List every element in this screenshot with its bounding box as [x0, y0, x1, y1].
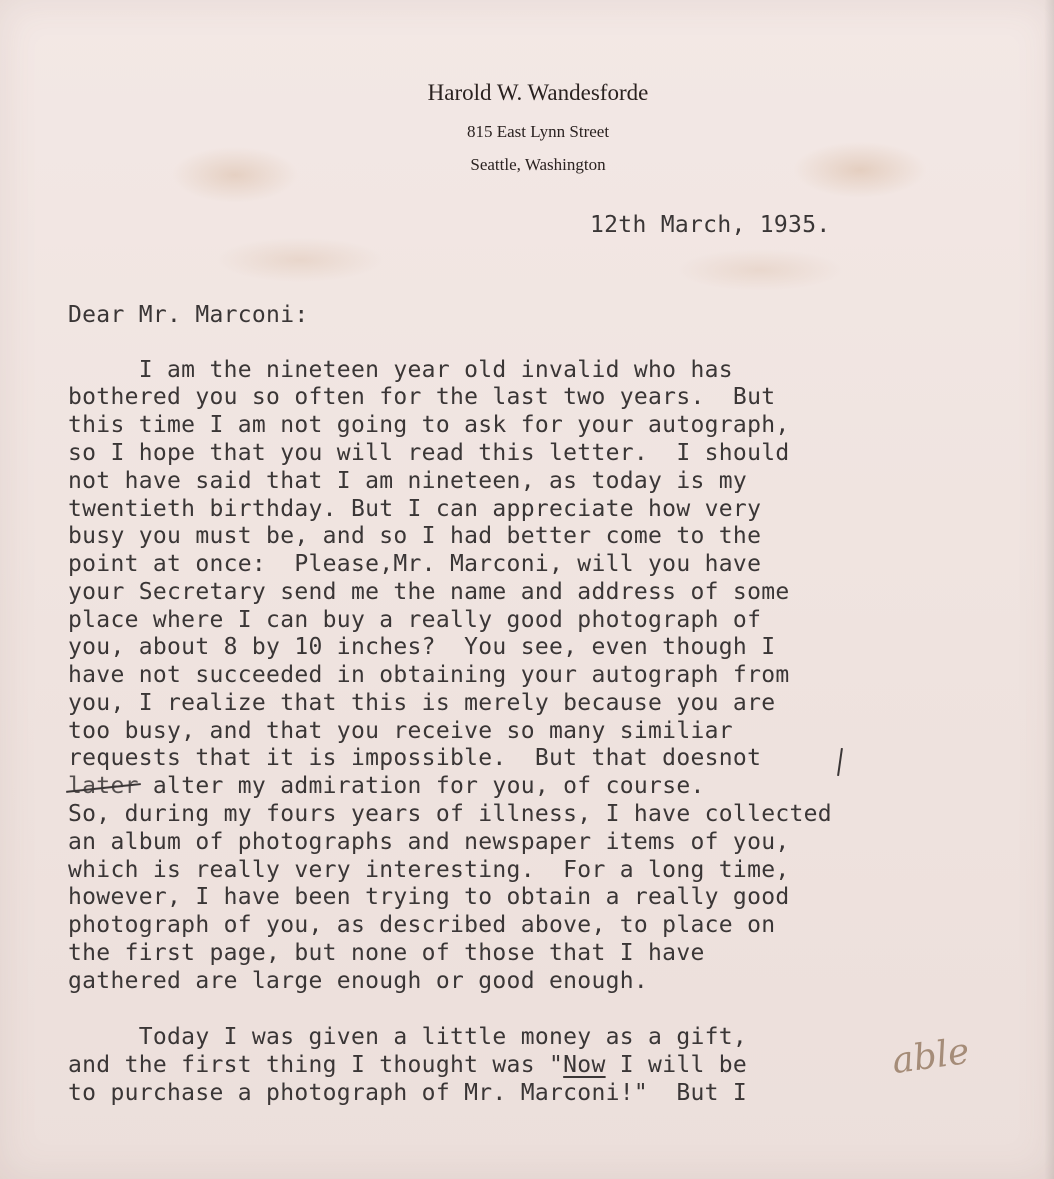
body-line: an album of photographs and newspaper items of you, [68, 829, 790, 855]
body-line: requests that it is impossible. But that doesnot [68, 745, 762, 771]
body-line: twentieth birthday. But I can appreciate how very [68, 496, 762, 522]
body-line: Today I was given a little money as a gift, [68, 1024, 748, 1050]
body-line-start: and the first thing I thought was " [68, 1052, 564, 1078]
body-line: however, I have been trying to obtain a really good [68, 884, 790, 910]
body-line: to purchase a photograph of Mr. Marconi!" But I [68, 1080, 748, 1106]
body-line: so I hope that you will read this letter. I should [68, 440, 790, 466]
body-line: you, I realize that this is merely because you are [68, 690, 776, 716]
body-line-with-strikeout [68, 773, 705, 799]
underlined-word: Now [563, 1052, 606, 1078]
letterhead-name: Harold W. Wandesforde [427, 80, 649, 105]
letterhead-city: Seattle, Washington [470, 155, 606, 174]
body-line: gathered are large enough or good enough. [68, 968, 649, 994]
body-line: place where I can buy a really good photograph of [68, 607, 762, 633]
body-line: busy you must be, and so I had better come to the [68, 523, 762, 549]
body-line-with-underline [68, 1052, 747, 1078]
body-line: point at once: Please,Mr. Marconi, will you have [68, 551, 762, 577]
body-line: you, about 8 by 10 inches? You see, even though I [68, 634, 776, 660]
body-line: So, during my fours years of illness, I have collected [68, 801, 832, 827]
handwritten-insert: able [889, 1030, 972, 1083]
body-line: which is really very interesting. For a long time, [68, 857, 790, 883]
insertion-mark [837, 748, 843, 776]
body-line: photograph of you, as described above, to place on [68, 912, 776, 938]
body-line: the first page, but none of those that I have [68, 940, 705, 966]
body-line: your Secretary send me the name and address of some [68, 579, 790, 605]
letterhead-street: 815 East Lynn Street [466, 122, 610, 141]
body-line: bothered you so often for the last two years. But [68, 384, 776, 410]
page-fold-shadow [1044, 0, 1054, 1179]
body-line: too busy, and that you receive so many similiar [68, 718, 733, 744]
body-line: not have said that I am nineteen, as today is my [68, 468, 748, 494]
struck-out-word: later [68, 773, 139, 799]
letter-date: 12th March, 1935. [590, 212, 831, 238]
body-line: this time I am not going to ask for your autograph, [68, 412, 790, 438]
body-line: have not succeeded in obtaining your autograph from [68, 662, 790, 688]
body-line-remainder: alter my admiration for you, of course. [138, 773, 705, 799]
letter-salutation: Dear Mr. Marconi: [68, 302, 309, 328]
body-line: I am the nineteen year old invalid who has [68, 357, 733, 383]
body-line-end: I will be [605, 1052, 748, 1078]
